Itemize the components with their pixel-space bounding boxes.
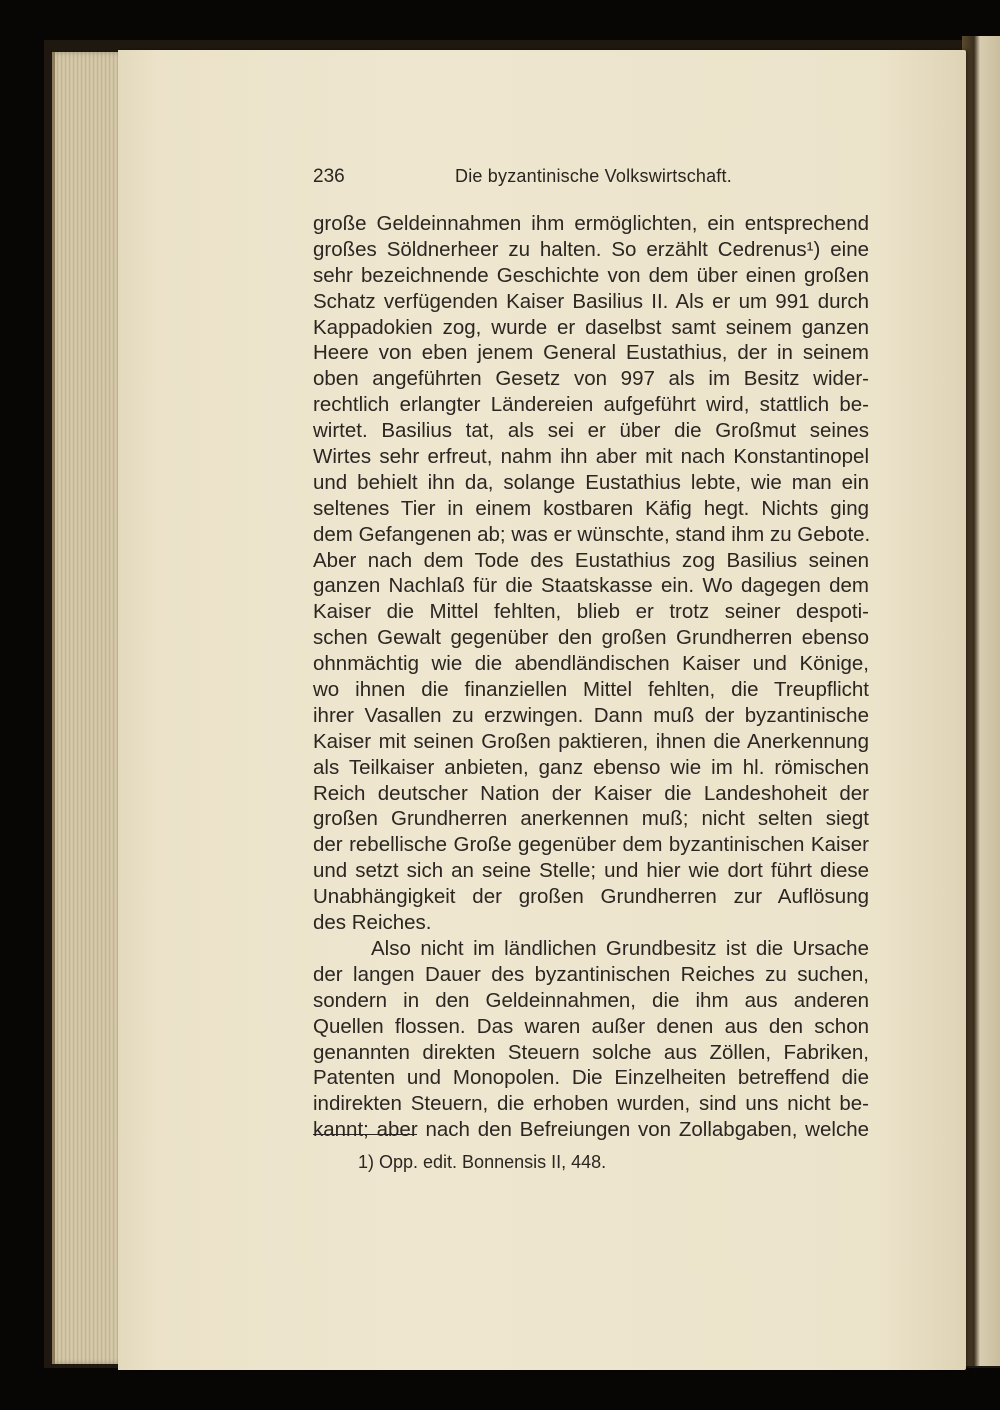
text-line: Aber nach dem Tode des Eustathius zog Basilius seinen (313, 548, 869, 572)
text-line: Heere von eben jenem General Eustathius, der in seinem (313, 341, 869, 365)
text-line: wirtet. Basilius tat, als sei er über die Großmut seines (313, 419, 869, 443)
text-line: Quellen flossen. Das waren außer denen aus den schon (313, 1014, 869, 1038)
text-line: Kaiser mit seinen Großen paktieren, ihnen die Anerkennung (313, 729, 869, 753)
text-line: genannten direkten Steuern solche aus Zöllen, Fabriken, (313, 1040, 869, 1064)
text-line: dem Gefangenen ab; was er wünschte, stand ihm zu Gebote. (313, 522, 871, 546)
text-line: des Reiches. (313, 911, 432, 935)
running-title: Die byzantinische Volkswirtschaft. (455, 166, 732, 186)
text-line: seltenes Tier in einem kostbaren Käfig hegt. Nichts ging (313, 496, 869, 520)
text-line: große Geldeinnahmen ihm ermöglichten, ein entsprechend (313, 212, 869, 235)
text-line: großen Grundherren anerkennen muß; nicht selten siegt (313, 807, 869, 831)
text-line: sehr bezeichnende Geschichte von dem über einen großen (313, 263, 869, 287)
text-line: und setzt sich an seine Stelle; und hier wie dort führt diese (313, 859, 869, 883)
text-line: Wirtes sehr erfreut, nahm ihn aber mit nach Konstantinopel (313, 445, 869, 469)
text-line: ganzen Nachlaß für die Staatskasse ein. Wo dagegen dem (313, 574, 869, 598)
text-line: Unabhängigkeit der großen Grundherren zur Auflösung (313, 885, 869, 909)
text-line: großes Söldnerheer zu halten. So erzählt Cedrenus¹) eine (313, 237, 869, 261)
text-line: Reich deutscher Nation der Kaiser die Landeshoheit der (313, 781, 869, 805)
text-line: oben angeführten Gesetz von 997 als im Besitz wider- (313, 367, 869, 391)
text-line: Patenten und Monopolen. Die Einzelheiten betreffend die (313, 1066, 869, 1090)
text-line: sondern in den Geldeinnahmen, die ihm aus anderen (313, 988, 869, 1012)
text-line: schen Gewalt gegenüber den großen Grundherren ebenso (313, 626, 869, 650)
text-line: wo ihnen die finanziellen Mittel fehlten, die Treupflicht (313, 678, 869, 702)
page-number: 236 (313, 166, 345, 187)
footnote-rule (313, 1134, 417, 1135)
text-line: ihrer Vasallen zu erzwingen. Dann muß der byzantinische (313, 703, 869, 727)
footnote: 1) Opp. edit. Bonnensis II, 448. (358, 1152, 607, 1172)
body-text (313, 211, 869, 1143)
text-line: der langen Dauer des byzantinischen Reiches zu suchen, (313, 962, 869, 986)
text-line: Kappadokien zog, wurde er daselbst samt seinem ganzen (313, 315, 869, 339)
page-edges (52, 52, 127, 1364)
facing-page-edge (962, 36, 1000, 1366)
text-line: ohnmächtig wie die abendländischen Kaiser und Könige, (313, 652, 869, 676)
text-line: kannt; aber nach den Befreiungen von Zollabgaben, welche (313, 1118, 869, 1142)
paragraph-start-line: Also nicht im ländlichen Grundbesitz ist die Ursache (371, 936, 869, 960)
text-line: der rebellische Große gegenüber dem byzantinischen Kaiser (313, 833, 869, 857)
text-line: rechtlich erlangter Ländereien aufgeführt wird, stattlich be- (313, 393, 869, 417)
running-head (313, 166, 737, 194)
text-line: Schatz verfügenden Kaiser Basilius II. Als er um 991 durch (313, 289, 869, 313)
text-line: Kaiser die Mittel fehlten, blieb er trotz seiner despoti- (313, 600, 869, 624)
text-line: und behielt ihn da, solange Eustathius lebte, wie man ein (313, 470, 869, 494)
text-line: als Teilkaiser anbieten, ganz ebenso wie im hl. römischen (313, 755, 869, 779)
text-line: indirekten Steuern, die erhoben wurden, sind uns nicht be- (313, 1092, 869, 1116)
